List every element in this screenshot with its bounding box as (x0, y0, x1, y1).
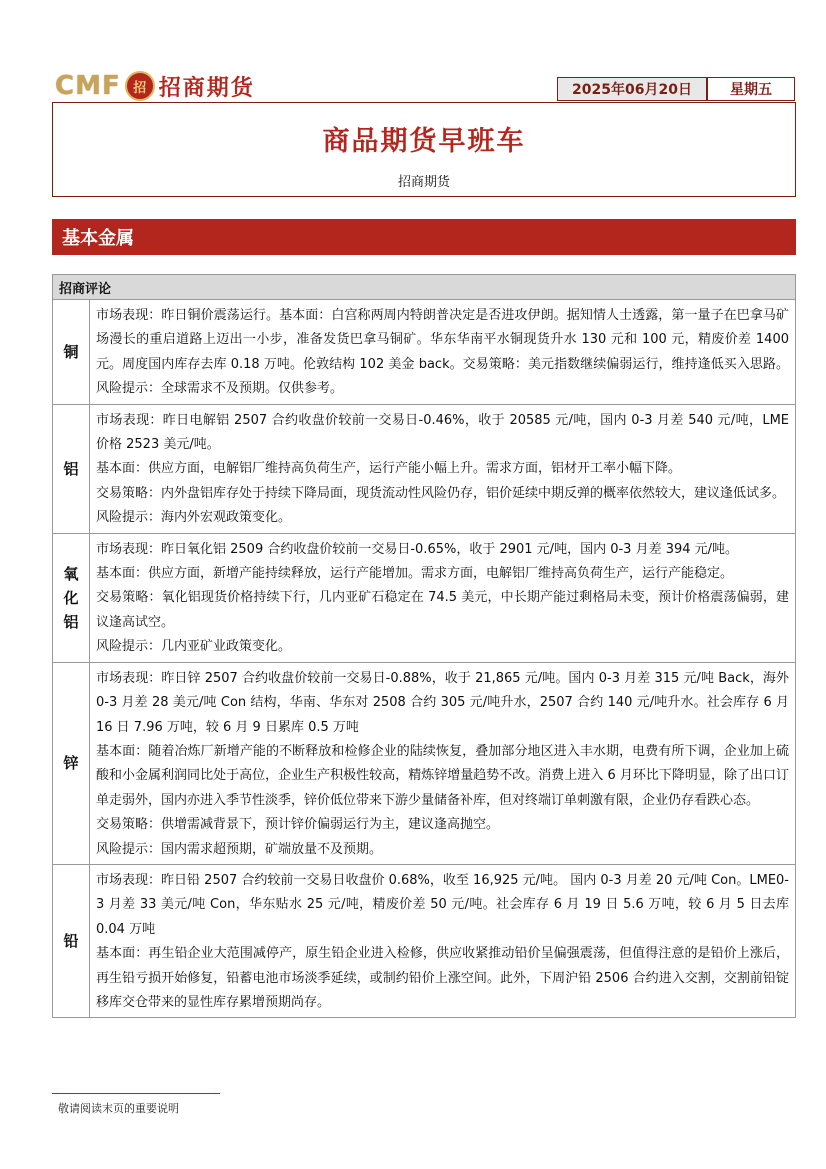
commentary-paragraph: 交易策略：内外盘铝库存处于持续下降局面，现货流动性风险仍存，铝价延续中期反弹的概率依然较大，建议逢低试多。 (96, 485, 786, 501)
commentary-paragraph: 交易策略：氧化铝现货价格持续下行，几内亚矿石稳定在 74.5 美元，中长期产能过剩格局未变，预计价格震荡偏弱，建议逢高试空。 (96, 590, 789, 630)
commentary-paragraph: 风险提示：海内外宏观政策变化。 (96, 510, 292, 526)
commentary-cell (90, 533, 796, 662)
commentary-table (52, 274, 796, 1018)
footer-note: 敬请阅读末页的重要说明 (58, 1102, 179, 1115)
commentary-cell (90, 300, 796, 405)
commodity-label-char: 铝 (63, 459, 79, 478)
commodity-label-char: 铅 (63, 932, 79, 951)
commentary-paragraph: 基本面：再生铅企业大范围减停产，原生铅企业进入检修，供应收紧推动铅价呈偏强震荡，但值得注意的是铅价上涨后，再生铅亏损开始修复，铅蓄电池市场淡季延续，或制约铅价上涨空间。此外，下周沪铅 2506 合约进入交割，交割前铅锭移库交仓带来的显性库存累增预期尚存。 (96, 946, 789, 1010)
commodity-label-char: 氧 (63, 564, 79, 583)
commentary-paragraph: 市场表现：昨日锌 2507 合约收盘价较前一交易日-0.88%，收于 21,865 元/吨。国内 0-3 月差 315 元/吨 Back，海外 0-3 月差 28 美元/吨 Con 结构，华南、华东对 2508 合约 305 元/吨升水，2507 合约 140 元/吨升水。社会库存 6 月 16 日 7.96 万吨，较 6 月 9 日累库 0.5 万吨 (96, 670, 789, 735)
commodity-label-char: 铝 (63, 612, 79, 631)
commodity-label-char: 化 (63, 588, 79, 607)
logo-cmf-text: CMF (55, 71, 121, 101)
commentary-paragraph: 基本面：供应方面，新增产能持续释放，运行产能增加。需求方面，电解铝厂维持高负荷生产，运行产能稳定。 (96, 566, 734, 582)
logo-badge-icon: 招 (125, 71, 155, 101)
section-heading: 基本金属 (52, 219, 796, 255)
commentary-paragraph: 基本面：随着冶炼厂新增产能的不断释放和检修企业的陆续恢复，叠加部分地区进入丰水期，电费有所下调，企业加上硫酸和小金属利润同比处于高位，企业生产积极性较高，精炼锌增量趋势不改。消费上进入 6 月环比下降明显，除了出口订单走弱外，国内亦进入季节性淡季，锌价低位带来下游少量储备补库，但对终端订单刺激有限，企业仍存看跌心态。 (96, 743, 789, 808)
commentary-cell (90, 864, 796, 1017)
report-weekday: 星期五 (707, 77, 795, 101)
commodity-label (53, 533, 90, 662)
page-subtitle: 招商期货 (397, 175, 450, 190)
table-row (53, 662, 796, 864)
commentary-paragraph: 市场表现：昨日电解铝 2507 合约收盘价较前一交易日-0.46%，收于 20585 元/吨，国内 0-3 月差 540 元/吨，LME 价格 2523 美元/吨。 (96, 412, 789, 453)
table-row (53, 300, 796, 405)
table-header: 招商评论 (53, 275, 796, 300)
commentary-cell (90, 662, 796, 864)
table-row (53, 404, 796, 533)
commentary-paragraph: 基本面：供应方面，电解铝厂维持高负荷生产，运行产能小幅上升。需求方面，铝材开工率小幅下降。 (96, 461, 682, 477)
commentary-paragraph: 风险提示：国内需求超预期，矿端放量不及预期。 (96, 841, 383, 857)
title-box (52, 102, 796, 197)
commentary-paragraph: 风险提示：几内亚矿业政策变化。 (96, 639, 292, 655)
table-row (53, 864, 796, 1017)
commentary-paragraph: 市场表现：昨日氧化铝 2509 合约收盘价较前一交易日-0.65%，收于 2901 元/吨，国内 0-3 月差 394 元/吨。 (96, 541, 739, 557)
table-header-row (53, 275, 796, 300)
commodity-label (53, 404, 90, 533)
commodity-label (53, 300, 90, 405)
commentary-paragraph: 交易策略：供增需减背景下，预计锌价偏弱运行为主，建议逢高抛空。 (96, 817, 500, 833)
report-date: 2025年06月20日 (557, 77, 707, 101)
commentary-cell (90, 404, 796, 533)
commodity-label-char: 锌 (63, 754, 79, 773)
company-logo (55, 66, 255, 106)
commodity-label-char: 铜 (63, 342, 79, 361)
table-row (53, 533, 796, 662)
footer-divider (52, 1093, 220, 1094)
logo-company-name: 招商期货 (158, 75, 255, 101)
commodity-label (53, 662, 90, 864)
commodity-label (53, 864, 90, 1017)
page-title: 商品期货早班车 (322, 126, 526, 157)
commentary-paragraph: 市场表现：昨日铅 2507 合约较前一交易日收盘价 0.68%，收至 16,925 元/吨。 国内 0-3 月差 20 元/吨 Con。LME0-3 月差 33 美元/吨 Con，华东贴水 25 元/吨，精废价差 50 元/吨。社会库存 6 月 19 日 5.6 万吨，较 6 月 5 日去库 0.04 万吨 (96, 872, 789, 937)
commentary-paragraph: 市场表现：昨日铜价震荡运行。基本面：白宫称两周内特朗普决定是否进攻伊朗。据知情人士透露，第一量子在巴拿马矿场漫长的重启道路上迈出一小步，准备发货巴拿马铜矿。华东华南平水铜现货升水 130 元和 100 元，精废价差 1400 元。周度国内库存去库 0.18 万吨。伦敦结构 102 美金 back。交易策略：美元指数继续偏弱运行，维持逢低买入思路。风险提示：全球需求不及预期。仅供参考。 (96, 308, 789, 397)
